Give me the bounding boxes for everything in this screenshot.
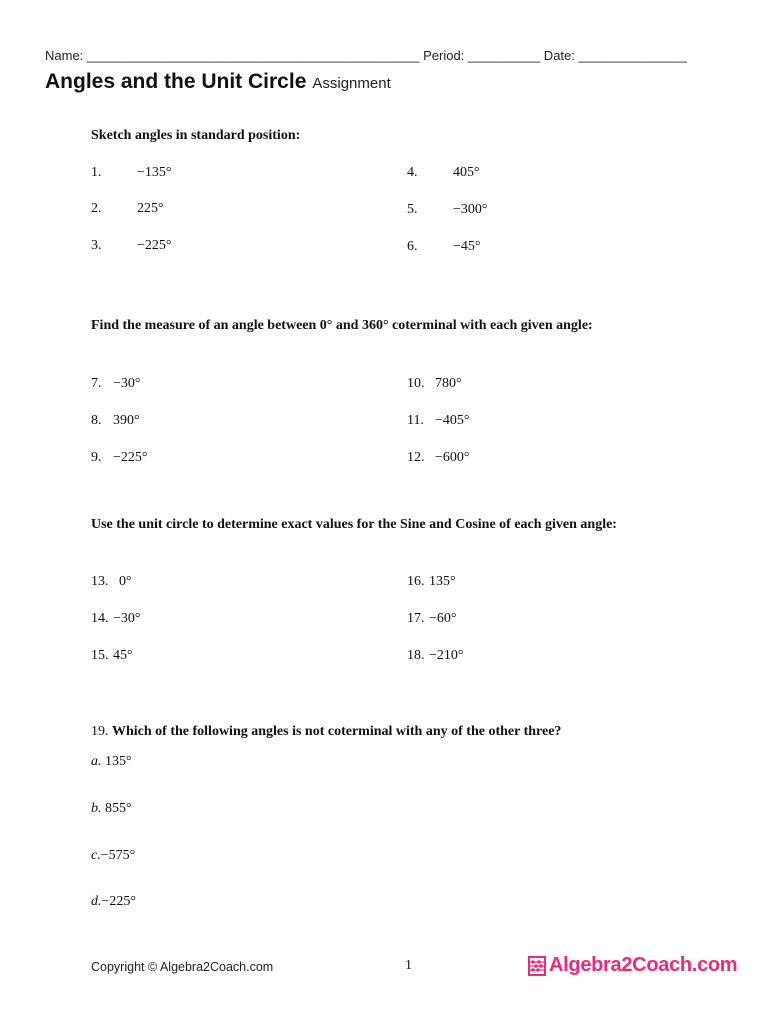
item-value: −225° <box>113 450 148 465</box>
list-item <box>407 413 470 429</box>
choice-value: 855° <box>105 801 132 816</box>
question-number: 19. <box>91 724 109 739</box>
choice-item <box>91 848 135 864</box>
list-item <box>91 574 132 590</box>
choice-value: −225° <box>101 894 136 909</box>
choice-item <box>91 894 136 910</box>
section-heading-unit-circle: Use the unit circle to determine exact values for the Sine and Cosine of each given angle: <box>91 517 617 532</box>
item-value: 780° <box>435 376 462 391</box>
list-item <box>91 238 172 254</box>
item-number: 18. <box>407 648 425 663</box>
item-number: 16. <box>407 574 425 589</box>
item-number: 3. <box>91 238 102 253</box>
item-value: −45° <box>453 239 481 254</box>
list-item <box>407 611 457 627</box>
item-value: 0° <box>119 574 132 589</box>
list-item <box>407 239 481 255</box>
item-value: −135° <box>137 165 172 180</box>
list-item <box>91 611 141 627</box>
item-value: −210° <box>429 648 464 663</box>
list-item <box>407 202 488 218</box>
copyright-text: Copyright © Algebra2Coach.com <box>91 960 274 974</box>
item-value: 45° <box>113 648 133 663</box>
item-value: −300° <box>453 202 488 217</box>
brand-name: Algebra2Coach.com <box>549 954 738 976</box>
choice-letter: d. <box>91 894 102 909</box>
header-fields-line: Name: ______________________________________________ Period: __________ Date: _______________ <box>45 48 687 63</box>
item-value: 390° <box>113 413 140 428</box>
page-number: 1 <box>405 958 412 973</box>
item-number: 4. <box>407 165 418 180</box>
list-item <box>91 648 133 664</box>
item-number: 10. <box>407 376 425 391</box>
item-number: 15. <box>91 648 109 663</box>
brand-logo <box>528 954 737 977</box>
item-value: −30° <box>113 376 141 391</box>
title-row <box>45 70 391 94</box>
list-item <box>407 574 456 590</box>
list-item <box>91 450 148 466</box>
section-heading-sketch: Sketch angles in standard position: <box>91 128 301 143</box>
item-value: −30° <box>113 611 141 626</box>
item-number: 11. <box>407 413 424 428</box>
item-value: −225° <box>137 238 172 253</box>
item-number: 13. <box>91 574 109 589</box>
choice-letter: a. <box>91 754 102 769</box>
list-item <box>91 376 141 392</box>
item-number: 12. <box>407 450 425 465</box>
item-number: 9. <box>91 450 102 465</box>
item-number: 5. <box>407 202 418 217</box>
choice-letter: c. <box>91 848 101 863</box>
list-item <box>407 450 470 466</box>
item-number: 17. <box>407 611 425 626</box>
item-value: −405° <box>435 413 470 428</box>
list-item <box>407 165 480 181</box>
page-title: Angles and the Unit Circle <box>45 70 307 93</box>
item-value: 135° <box>429 574 456 589</box>
page-subtitle: Assignment <box>312 75 391 92</box>
item-number: 2. <box>91 201 102 216</box>
item-value: 225° <box>137 201 164 216</box>
item-value: −600° <box>435 450 470 465</box>
list-item <box>91 165 172 181</box>
question-19 <box>91 724 561 740</box>
choice-letter: b. <box>91 801 102 816</box>
item-value: 405° <box>453 165 480 180</box>
list-item <box>407 648 464 664</box>
list-item <box>91 413 140 429</box>
item-number: 7. <box>91 376 102 391</box>
section-heading-coterminal: Find the measure of an angle between 0° and 360° coterminal with each given angle: <box>91 318 593 333</box>
item-value: −60° <box>429 611 457 626</box>
question-text: Which of the following angles is not coterminal with any of the other three? <box>112 724 562 739</box>
item-number: 8. <box>91 413 102 428</box>
list-item <box>407 376 462 392</box>
abacus-icon <box>528 956 546 976</box>
list-item <box>91 201 164 217</box>
item-number: 6. <box>407 239 418 254</box>
choice-item <box>91 754 132 770</box>
item-number: 14. <box>91 611 109 626</box>
item-number: 1. <box>91 165 102 180</box>
choice-value: −575° <box>100 848 136 863</box>
choice-item <box>91 801 132 817</box>
choice-value: 135° <box>105 754 132 769</box>
